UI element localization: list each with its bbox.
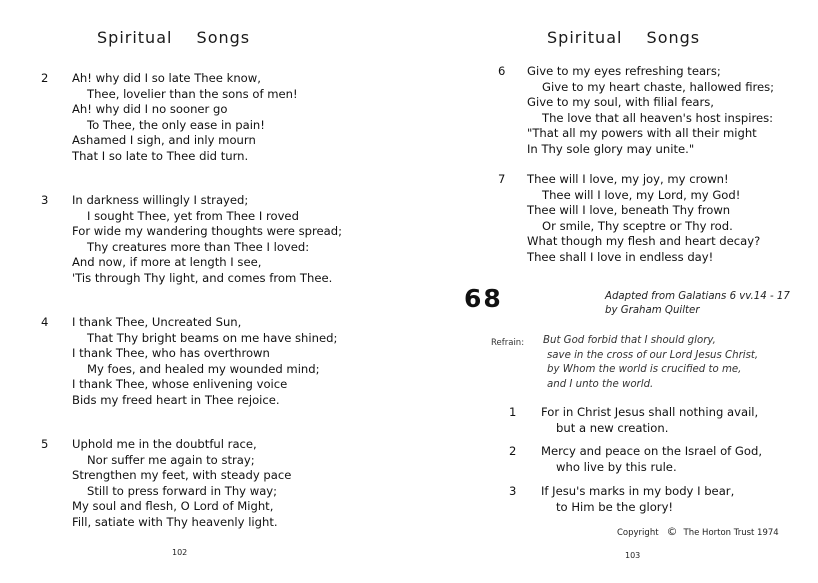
verse-number: 7 [498,172,506,186]
verse-line: What though my flesh and heart decay? [527,234,761,249]
verse-line: Strengthen my feet, with steady pace [72,468,292,483]
verse-line: My soul and flesh, O Lord of Might, [72,499,274,514]
page-header: Spiritual Songs [97,28,251,47]
verse-line: Or smile, Thy sceptre or Thy rod. [542,218,733,233]
hymn-attribution [605,290,790,318]
verse-line: Uphold me in the doubtful race, [72,437,257,451]
verse-lines [72,193,342,287]
copyright-label: Copyright [617,528,659,538]
verse-line: Thee shall I love in endless day! [527,249,714,264]
verse-number: 3 [509,484,517,498]
refrain-line: But God forbid that I should glory, [543,335,716,346]
page-header: Spiritual Songs [547,28,701,47]
verse-line: but a new creation. [556,420,669,435]
hymn-number: 68 [464,284,503,313]
verse-line: Fill, satiate with Thy heavenly light. [72,514,278,529]
verse-line: That I so late to Thee did turn. [72,148,249,163]
verse-line: If Jesu's marks in my body I bear, [541,484,735,498]
verse-line: Thee will I love, my joy, my crown! [527,172,729,186]
verse-line: For in Christ Jesus shall nothing avail, [541,405,759,419]
verse-line: I thank Thee, whose enlivening voice [72,377,288,392]
verse [498,172,760,266]
refrain-line: save in the cross of our Lord Jesus Christ, [547,349,759,361]
verse-line: My foes, and healed my wounded mind; [87,361,320,376]
refrain-line: and I unto the world. [547,379,654,391]
verse-line: Give to my heart chaste, hallowed fires; [542,79,775,94]
verse-line: 'Tis through Thy light, and comes from Thee. [72,270,333,285]
verse-lines [527,64,774,158]
verse-lines [541,405,758,436]
copyright-symbol: © [666,525,678,538]
attribution-line: Adapted from Galatians 6 vv.14 - 17 [605,291,790,302]
verse-line: I thank Thee, who has overthrown [72,346,270,361]
verse-line: And now, if more at length I see, [72,255,262,270]
verse-number: 3 [41,193,49,207]
verse-line: Ah! why did I no sooner go [72,102,228,117]
verse-line: Ah! why did I so late Thee know, [72,71,261,85]
verse-number: 5 [41,437,49,451]
verse-line: In Thy sole glory may unite." [527,141,695,156]
verse-line: The love that all heaven's host inspires: [542,110,774,125]
verse-lines [72,315,337,409]
verse-line: Thy creatures more than Thee I loved: [87,239,310,254]
verse-line: Thee, lovelier than the sons of men! [87,86,298,101]
verse-line: Thee will I love, beneath Thy frown [527,203,731,218]
verse-line: to Him be the glory! [556,499,674,514]
verse-line: "That all my powers with all their might [527,126,757,141]
verse-line: That Thy bright beams on me have shined; [87,330,338,345]
refrain-line: by Whom the world is crucified to me, [547,364,742,376]
verse-line: Still to press forward in Thy way; [87,483,278,498]
verse-line: who live by this rule. [556,459,677,474]
verse [509,405,758,436]
verse-lines [541,484,734,515]
verse-line: I sought Thee, yet from Thee I roved [87,208,299,223]
verse-lines [72,437,291,531]
verse-line: Mercy and peace on the Israel of God, [541,444,763,458]
verse-lines [541,444,762,475]
verse [509,444,762,475]
verse-line: Thee will I love, my Lord, my God! [542,187,741,202]
verse-lines [72,71,298,165]
verse [41,71,298,165]
verse-number: 2 [41,71,49,85]
verse-line: Give to my eyes refreshing tears; [527,64,721,78]
verse [41,437,291,531]
page-number: 102 [172,548,188,557]
refrain-label: Refrain: [491,338,525,348]
copyright-holder: The Horton Trust 1974 [683,528,779,538]
refrain-text [543,334,758,393]
verse-line: Ashamed I sigh, and inly mourn [72,133,256,148]
copyright-line [617,525,779,538]
verse-line: Give to my soul, with filial fears, [527,95,714,110]
verse-lines [527,172,760,266]
verse-number: 6 [498,64,506,78]
verse-line: Bids my freed heart in Thee rejoice. [72,392,280,407]
page-number: 103 [625,551,641,560]
verse-number: 4 [41,315,49,329]
verse [498,64,774,158]
verse-line: For wide my wandering thoughts were spread; [72,224,343,239]
verse-number: 2 [509,444,517,458]
verse [41,315,337,409]
attribution-line: by Graham Quilter [605,305,700,316]
verse [41,193,342,287]
verse-line: I thank Thee, Uncreated Sun, [72,315,242,329]
right-page [409,0,818,583]
verse [509,484,734,515]
verse-line: Nor suffer me again to stray; [87,452,255,467]
verse-line: In darkness willingly I strayed; [72,193,249,207]
verse-number: 1 [509,405,517,419]
verse-line: To Thee, the only ease in pain! [87,117,265,132]
